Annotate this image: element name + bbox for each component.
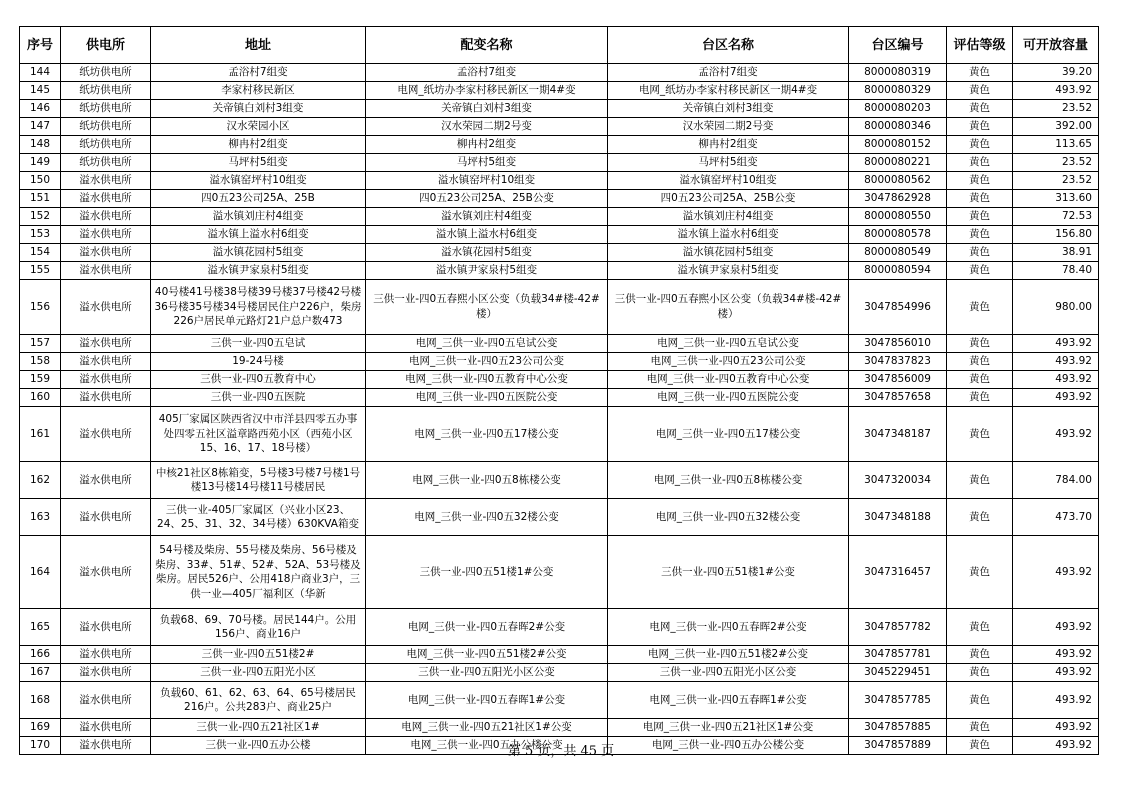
cell-capacity: 473.70 <box>1013 499 1099 536</box>
document-sheet <box>19 26 1098 755</box>
cell-capacity: 23.52 <box>1013 154 1099 172</box>
cell-station: 溢水供电所 <box>61 172 151 190</box>
cell-seq: 165 <box>20 609 61 646</box>
address-text: 负载68、69、70号楼。居民144户。公用156户、商业16户 <box>159 613 357 640</box>
cell-transformer: 溢水镇尹家泉村5组变 <box>366 262 608 280</box>
cell-transformer: 三供一业-四0五51楼1#公变 <box>366 536 608 609</box>
cell-area-name: 电网_三供一业-四0五办公楼公变 <box>608 737 849 755</box>
table-header-row <box>20 27 1099 64</box>
cell-seq: 148 <box>20 136 61 154</box>
cell-area-name: 溢水镇尹家泉村5组变 <box>608 262 849 280</box>
cell-transformer: 电网_三供一业-四0五皂试公变 <box>366 335 608 353</box>
cell-capacity: 156.80 <box>1013 226 1099 244</box>
cell-address <box>151 118 366 136</box>
cell-area-name: 溢水镇刘庄村4组变 <box>608 208 849 226</box>
cell-area-name: 电网_三供一业-四0五春晖2#公变 <box>608 609 849 646</box>
cell-area-code: 3047348187 <box>849 407 947 462</box>
table-row <box>20 462 1099 499</box>
cell-capacity: 493.92 <box>1013 82 1099 100</box>
cell-transformer: 电网_三供一业-四0五51楼2#公变 <box>366 646 608 664</box>
cell-address <box>151 462 366 499</box>
cell-grade: 黄色 <box>947 262 1013 280</box>
cell-grade: 黄色 <box>947 499 1013 536</box>
cell-address <box>151 719 366 737</box>
cell-transformer: 电网_三供一业-四0五32楼公变 <box>366 499 608 536</box>
cell-capacity: 72.53 <box>1013 208 1099 226</box>
cell-seq: 162 <box>20 462 61 499</box>
cell-capacity: 493.92 <box>1013 389 1099 407</box>
cell-area-code: 3047316457 <box>849 536 947 609</box>
cell-address <box>151 136 366 154</box>
cell-capacity: 493.92 <box>1013 719 1099 737</box>
cell-transformer: 电网_三供一业-四0五21社区1#公变 <box>366 719 608 737</box>
cell-station: 溢水供电所 <box>61 664 151 682</box>
cell-station: 溢水供电所 <box>61 226 151 244</box>
table-row <box>20 262 1099 280</box>
cell-area-code: 3047348188 <box>849 499 947 536</box>
cell-seq: 160 <box>20 389 61 407</box>
cell-capacity: 493.92 <box>1013 353 1099 371</box>
cell-grade: 黄色 <box>947 208 1013 226</box>
cell-grade: 黄色 <box>947 190 1013 208</box>
cell-seq: 159 <box>20 371 61 389</box>
cell-area-code: 3047854996 <box>849 280 947 335</box>
cell-station: 溢水供电所 <box>61 208 151 226</box>
cell-station: 纸坊供电所 <box>61 64 151 82</box>
table-row <box>20 82 1099 100</box>
table-row <box>20 353 1099 371</box>
address-text: 溢水镇尹家泉村5组变 <box>207 264 309 277</box>
table-row <box>20 719 1099 737</box>
cell-station: 纸坊供电所 <box>61 136 151 154</box>
cell-station: 溢水供电所 <box>61 682 151 719</box>
address-text: 孟浴村7组变 <box>228 66 288 79</box>
cell-grade: 黄色 <box>947 737 1013 755</box>
cell-capacity: 38.91 <box>1013 244 1099 262</box>
cell-seq: 149 <box>20 154 61 172</box>
address-text: 19-24号楼 <box>232 355 284 368</box>
cell-area-code: 3047857889 <box>849 737 947 755</box>
cell-transformer: 汉水荣园二期2号变 <box>366 118 608 136</box>
cell-area-name: 溢水镇上溢水村6组变 <box>608 226 849 244</box>
cell-seq: 154 <box>20 244 61 262</box>
cell-seq: 144 <box>20 64 61 82</box>
cell-address <box>151 154 366 172</box>
cell-seq: 146 <box>20 100 61 118</box>
cell-area-code: 3047857782 <box>849 609 947 646</box>
address-text: 李家村移民新区 <box>221 84 295 97</box>
cell-grade: 黄色 <box>947 664 1013 682</box>
table-row <box>20 280 1099 335</box>
header-capacity: 可开放容量 <box>1013 27 1099 64</box>
address-text: 40号楼41号楼38号楼39号楼37号楼42号楼36号楼35号楼34号楼居民住户226户，柴房226户居民单元路灯21户总户数473 <box>154 286 362 328</box>
cell-address <box>151 646 366 664</box>
cell-station: 溢水供电所 <box>61 335 151 353</box>
cell-transformer: 电网_三供一业-四0五办公楼公变 <box>366 737 608 755</box>
table-row <box>20 100 1099 118</box>
cell-station: 溢水供电所 <box>61 389 151 407</box>
cell-address <box>151 208 366 226</box>
cell-address <box>151 262 366 280</box>
cell-address <box>151 682 366 719</box>
address-text: 三供一业-四0五51楼2# <box>201 648 315 661</box>
cell-seq: 164 <box>20 536 61 609</box>
address-text: 三供一业-四0五阳光小区 <box>200 666 316 679</box>
cell-capacity: 493.92 <box>1013 536 1099 609</box>
cell-address <box>151 389 366 407</box>
cell-seq: 147 <box>20 118 61 136</box>
cell-station: 溢水供电所 <box>61 407 151 462</box>
cell-grade: 黄色 <box>947 280 1013 335</box>
header-grade: 评估等级 <box>947 27 1013 64</box>
page-footer: 第 5 页，共 45 页 <box>507 744 615 759</box>
table-row <box>20 664 1099 682</box>
cell-transformer: 溢水镇上溢水村6组变 <box>366 226 608 244</box>
cell-area-code: 8000080346 <box>849 118 947 136</box>
cell-capacity: 493.92 <box>1013 646 1099 664</box>
cell-seq: 170 <box>20 737 61 755</box>
cell-area-name: 电网_三供一业-四0五8栋楼公变 <box>608 462 849 499</box>
table-row <box>20 172 1099 190</box>
table-row <box>20 335 1099 353</box>
cell-grade: 黄色 <box>947 609 1013 646</box>
cell-area-name: 溢水镇窑坪村10组变 <box>608 172 849 190</box>
cell-station: 纸坊供电所 <box>61 82 151 100</box>
cell-area-name: 溢水镇花园村5组变 <box>608 244 849 262</box>
cell-address <box>151 100 366 118</box>
cell-address <box>151 172 366 190</box>
table-row <box>20 226 1099 244</box>
table-row <box>20 407 1099 462</box>
cell-address <box>151 190 366 208</box>
header-seq: 序号 <box>20 27 61 64</box>
cell-seq: 152 <box>20 208 61 226</box>
cell-capacity: 493.92 <box>1013 609 1099 646</box>
cell-address <box>151 335 366 353</box>
cell-station: 溢水供电所 <box>61 536 151 609</box>
cell-grade: 黄色 <box>947 244 1013 262</box>
cell-capacity: 493.92 <box>1013 737 1099 755</box>
table-row <box>20 536 1099 609</box>
cell-station: 溢水供电所 <box>61 462 151 499</box>
cell-grade: 黄色 <box>947 719 1013 737</box>
cell-grade: 黄色 <box>947 462 1013 499</box>
table-row <box>20 371 1099 389</box>
cell-transformer: 溢水镇窑坪村10组变 <box>366 172 608 190</box>
address-text: 中核21社区8栋箱变，5号楼3号楼7号楼1号楼13号楼14号楼11号楼居民 <box>155 466 361 493</box>
cell-station: 溢水供电所 <box>61 371 151 389</box>
cell-transformer: 三供一业-四0五春熙小区公变（负载34#楼-42#楼） <box>366 280 608 335</box>
cell-grade: 黄色 <box>947 100 1013 118</box>
cell-address <box>151 64 366 82</box>
cell-grade: 黄色 <box>947 389 1013 407</box>
cell-station: 溢水供电所 <box>61 499 151 536</box>
cell-area-name: 汉水荣园二期2号变 <box>608 118 849 136</box>
cell-area-code: 8000080594 <box>849 262 947 280</box>
cell-area-name: 三供一业-四0五阳光小区公变 <box>608 664 849 682</box>
cell-area-code: 8000080550 <box>849 208 947 226</box>
cell-area-code: 8000080562 <box>849 172 947 190</box>
cell-seq: 150 <box>20 172 61 190</box>
cell-area-code: 3047857658 <box>849 389 947 407</box>
cell-station: 溢水供电所 <box>61 190 151 208</box>
cell-grade: 黄色 <box>947 682 1013 719</box>
cell-seq: 157 <box>20 335 61 353</box>
cell-grade: 黄色 <box>947 407 1013 462</box>
cell-area-name: 三供一业-四0五51楼1#公变 <box>608 536 849 609</box>
cell-capacity: 23.52 <box>1013 100 1099 118</box>
cell-address <box>151 353 366 371</box>
cell-transformer: 溢水镇刘庄村4组变 <box>366 208 608 226</box>
cell-area-code: 3047837823 <box>849 353 947 371</box>
cell-area-name: 电网_三供一业-四0五51楼2#公变 <box>608 646 849 664</box>
cell-area-code: 8000080319 <box>849 64 947 82</box>
header-address: 地址 <box>151 27 366 64</box>
cell-seq: 163 <box>20 499 61 536</box>
cell-transformer: 电网_三供一业-四0五春晖2#公变 <box>366 609 608 646</box>
table-body <box>20 64 1099 755</box>
cell-station: 溢水供电所 <box>61 262 151 280</box>
cell-area-code: 3047862928 <box>849 190 947 208</box>
table-row <box>20 154 1099 172</box>
cell-area-name: 柳冉村2组变 <box>608 136 849 154</box>
cell-area-name: 电网_三供一业-四0五皂试公变 <box>608 335 849 353</box>
cell-capacity: 23.52 <box>1013 172 1099 190</box>
address-text: 溢水镇刘庄村4组变 <box>212 210 304 223</box>
table-row <box>20 136 1099 154</box>
cell-transformer: 电网_纸坊办李家村移民新区一期4#变 <box>366 82 608 100</box>
cell-grade: 黄色 <box>947 136 1013 154</box>
cell-address <box>151 244 366 262</box>
cell-transformer: 电网_三供一业-四0五医院公变 <box>366 389 608 407</box>
cell-capacity: 493.92 <box>1013 407 1099 462</box>
cell-capacity: 784.00 <box>1013 462 1099 499</box>
cell-capacity: 493.92 <box>1013 682 1099 719</box>
cell-capacity: 493.92 <box>1013 335 1099 353</box>
cell-area-code: 8000080221 <box>849 154 947 172</box>
cell-capacity: 39.20 <box>1013 64 1099 82</box>
cell-address <box>151 609 366 646</box>
capacity-table <box>19 26 1099 755</box>
cell-area-name: 三供一业-四0五春熙小区公变（负载34#楼-42#楼） <box>608 280 849 335</box>
cell-grade: 黄色 <box>947 64 1013 82</box>
cell-capacity: 113.65 <box>1013 136 1099 154</box>
cell-area-code: 3047857781 <box>849 646 947 664</box>
cell-area-name: 电网_三供一业-四0五春晖1#公变 <box>608 682 849 719</box>
cell-address <box>151 407 366 462</box>
cell-area-code: 3045229451 <box>849 664 947 682</box>
table-row <box>20 208 1099 226</box>
table-row <box>20 64 1099 82</box>
cell-capacity: 493.92 <box>1013 664 1099 682</box>
cell-area-name: 四0五23公司25A、25B公变 <box>608 190 849 208</box>
cell-area-code: 8000080329 <box>849 82 947 100</box>
address-text: 汉水荣园小区 <box>226 120 290 133</box>
cell-station: 纸坊供电所 <box>61 118 151 136</box>
cell-seq: 155 <box>20 262 61 280</box>
cell-station: 溢水供电所 <box>61 609 151 646</box>
cell-area-code: 8000080203 <box>849 100 947 118</box>
cell-station: 溢水供电所 <box>61 646 151 664</box>
cell-transformer: 电网_三供一业-四0五教育中心公变 <box>366 371 608 389</box>
table-row <box>20 646 1099 664</box>
cell-address <box>151 226 366 244</box>
cell-grade: 黄色 <box>947 536 1013 609</box>
header-station: 供电所 <box>61 27 151 64</box>
address-text: 溢水镇窑坪村10组变 <box>209 174 307 187</box>
cell-grade: 黄色 <box>947 226 1013 244</box>
cell-seq: 153 <box>20 226 61 244</box>
address-text: 三供一业-四0五皂试 <box>210 337 306 350</box>
cell-address <box>151 536 366 609</box>
table-row <box>20 118 1099 136</box>
cell-transformer: 电网_三供一业-四0五23公司公变 <box>366 353 608 371</box>
cell-transformer: 溢水镇花园村5组变 <box>366 244 608 262</box>
cell-transformer: 孟浴村7组变 <box>366 64 608 82</box>
cell-grade: 黄色 <box>947 335 1013 353</box>
cell-station: 溢水供电所 <box>61 719 151 737</box>
cell-station: 纸坊供电所 <box>61 154 151 172</box>
cell-transformer: 电网_三供一业-四0五17楼公变 <box>366 407 608 462</box>
cell-area-name: 电网_三供一业-四0五教育中心公变 <box>608 371 849 389</box>
cell-area-name: 电网_三供一业-四0五32楼公变 <box>608 499 849 536</box>
cell-address <box>151 82 366 100</box>
cell-transformer: 电网_三供一业-四0五8栋楼公变 <box>366 462 608 499</box>
address-text: 马坪村5组变 <box>228 156 288 169</box>
cell-grade: 黄色 <box>947 646 1013 664</box>
cell-seq: 161 <box>20 407 61 462</box>
table-row <box>20 682 1099 719</box>
cell-station: 溢水供电所 <box>61 244 151 262</box>
address-text: 三供一业-四0五医院 <box>210 391 306 404</box>
cell-address <box>151 664 366 682</box>
header-area-name: 台区名称 <box>608 27 849 64</box>
cell-capacity: 78.40 <box>1013 262 1099 280</box>
cell-area-code: 3047857785 <box>849 682 947 719</box>
cell-capacity: 392.00 <box>1013 118 1099 136</box>
cell-seq: 168 <box>20 682 61 719</box>
cell-transformer: 关帝镇白刘村3组变 <box>366 100 608 118</box>
cell-area-name: 孟浴村7组变 <box>608 64 849 82</box>
cell-area-code: 3047856010 <box>849 335 947 353</box>
table-row <box>20 389 1099 407</box>
cell-transformer: 马坪村5组变 <box>366 154 608 172</box>
cell-area-name: 马坪村5组变 <box>608 154 849 172</box>
address-text: 三供一业-四0五办公楼 <box>205 739 311 752</box>
cell-area-name: 电网_三供一业-四0五21社区1#公变 <box>608 719 849 737</box>
address-text: 溢水镇上溢水村6组变 <box>207 228 309 241</box>
cell-station: 纸坊供电所 <box>61 100 151 118</box>
cell-seq: 145 <box>20 82 61 100</box>
cell-grade: 黄色 <box>947 154 1013 172</box>
cell-transformer: 柳冉村2组变 <box>366 136 608 154</box>
address-text: 负载60、61、62、63、64、65号楼居民216户。公共283户、商业25户 <box>160 686 356 713</box>
cell-area-code: 8000080152 <box>849 136 947 154</box>
cell-address <box>151 371 366 389</box>
cell-transformer: 电网_三供一业-四0五春晖1#公变 <box>366 682 608 719</box>
cell-grade: 黄色 <box>947 118 1013 136</box>
header-area-code: 台区编号 <box>849 27 947 64</box>
cell-grade: 黄色 <box>947 371 1013 389</box>
cell-grade: 黄色 <box>947 82 1013 100</box>
cell-area-name: 电网_纸坊办李家村移民新区一期4#变 <box>608 82 849 100</box>
cell-area-name: 电网_三供一业-四0五17楼公变 <box>608 407 849 462</box>
cell-seq: 151 <box>20 190 61 208</box>
table-row <box>20 244 1099 262</box>
address-text: 54号楼及柴房、55号楼及柴房、56号楼及柴房、33#、51#、52#、52A、53号楼及柴房。居民526户、公用418户商业3户，三供一业—405厂福利区（华新 <box>155 544 361 600</box>
cell-area-code: 3047320034 <box>849 462 947 499</box>
cell-area-code: 8000080549 <box>849 244 947 262</box>
cell-station: 溢水供电所 <box>61 353 151 371</box>
cell-seq: 169 <box>20 719 61 737</box>
cell-transformer: 四0五23公司25A、25B公变 <box>366 190 608 208</box>
cell-seq: 166 <box>20 646 61 664</box>
table-row <box>20 499 1099 536</box>
cell-seq: 156 <box>20 280 61 335</box>
cell-area-name: 电网_三供一业-四0五23公司公变 <box>608 353 849 371</box>
header-transformer: 配变名称 <box>366 27 608 64</box>
cell-capacity: 980.00 <box>1013 280 1099 335</box>
cell-station: 溢水供电所 <box>61 737 151 755</box>
address-text: 关帝镇白刘村3组变 <box>212 102 304 115</box>
cell-area-name: 电网_三供一业-四0五医院公变 <box>608 389 849 407</box>
address-text: 三供一业-四0五教育中心 <box>200 373 316 386</box>
address-text: 四0五23公司25A、25B <box>201 192 315 205</box>
address-text: 柳冉村2组变 <box>228 138 288 151</box>
cell-transformer: 三供一业-四0五阳光小区公变 <box>366 664 608 682</box>
cell-grade: 黄色 <box>947 353 1013 371</box>
address-text: 三供一业-四0五21社区1# <box>196 721 320 734</box>
cell-seq: 167 <box>20 664 61 682</box>
table-row <box>20 609 1099 646</box>
address-text: 溢水镇花园村5组变 <box>212 246 304 259</box>
cell-capacity: 313.60 <box>1013 190 1099 208</box>
cell-capacity: 493.92 <box>1013 371 1099 389</box>
cell-area-code: 8000080578 <box>849 226 947 244</box>
cell-seq: 158 <box>20 353 61 371</box>
table-row <box>20 190 1099 208</box>
cell-station: 溢水供电所 <box>61 280 151 335</box>
cell-area-code: 3047857885 <box>849 719 947 737</box>
cell-area-name: 关帝镇白刘村3组变 <box>608 100 849 118</box>
cell-grade: 黄色 <box>947 172 1013 190</box>
cell-address <box>151 280 366 335</box>
cell-area-code: 3047856009 <box>849 371 947 389</box>
address-text: 三供一业-405厂家属区（兴业小区23、24、25、31、32、34号楼）630KVA箱变 <box>157 503 359 530</box>
cell-address <box>151 499 366 536</box>
address-text: 405厂家属区陕西省汉中市洋县四零五办事处四零五社区溢章路西苑小区（西苑小区15、16、17、18号楼） <box>158 413 358 455</box>
